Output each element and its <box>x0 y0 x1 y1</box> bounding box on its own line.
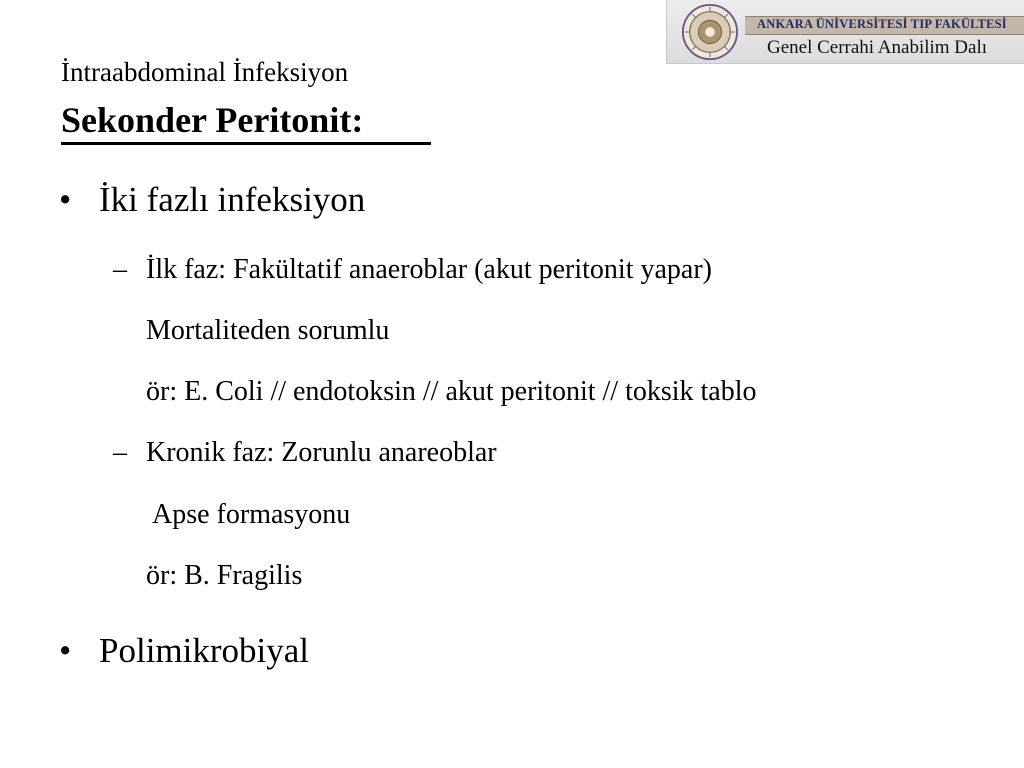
detail-line: ör: B. Fragilis <box>146 560 303 591</box>
bullet-item <box>59 631 309 671</box>
detail-line: ör: E. Coli // endotoksin // akut peritonit // toksik tablo <box>146 376 757 407</box>
sub-bullet-item <box>113 253 712 287</box>
sub-bullet-text: Kronik faz: Zorunlu anareoblar <box>146 437 497 468</box>
university-seal-icon <box>681 3 739 61</box>
header-banner <box>666 0 1024 64</box>
bullet-dot-icon: • <box>59 180 72 219</box>
bullet-item <box>59 180 365 220</box>
title-underline <box>61 142 431 145</box>
dash-icon: – <box>113 254 127 285</box>
sub-bullet-text: İlk faz: Fakültatif anaeroblar (akut peritonit yapar) <box>146 254 712 285</box>
dash-icon: – <box>113 437 127 468</box>
bullet-dot-icon: • <box>59 631 72 670</box>
detail-line: Mortaliteden sorumlu <box>146 315 390 346</box>
sub-bullet-item <box>113 436 497 470</box>
bullet-text: İki fazlı infeksiyon <box>99 180 366 219</box>
institution-name: ANKARA ÜNİVERSİTESİ TIP FAKÜLTESİ <box>757 17 1007 31</box>
bullet-text: Polimikrobiyal <box>99 631 309 670</box>
detail-line: Apse formasyonu <box>152 499 351 530</box>
slide-subtitle: İntraabdominal İnfeksiyon <box>61 57 349 87</box>
slide-title: Sekonder Peritonit: <box>61 100 364 140</box>
department-name: Genel Cerrahi Anabilim Dalı <box>767 37 988 58</box>
